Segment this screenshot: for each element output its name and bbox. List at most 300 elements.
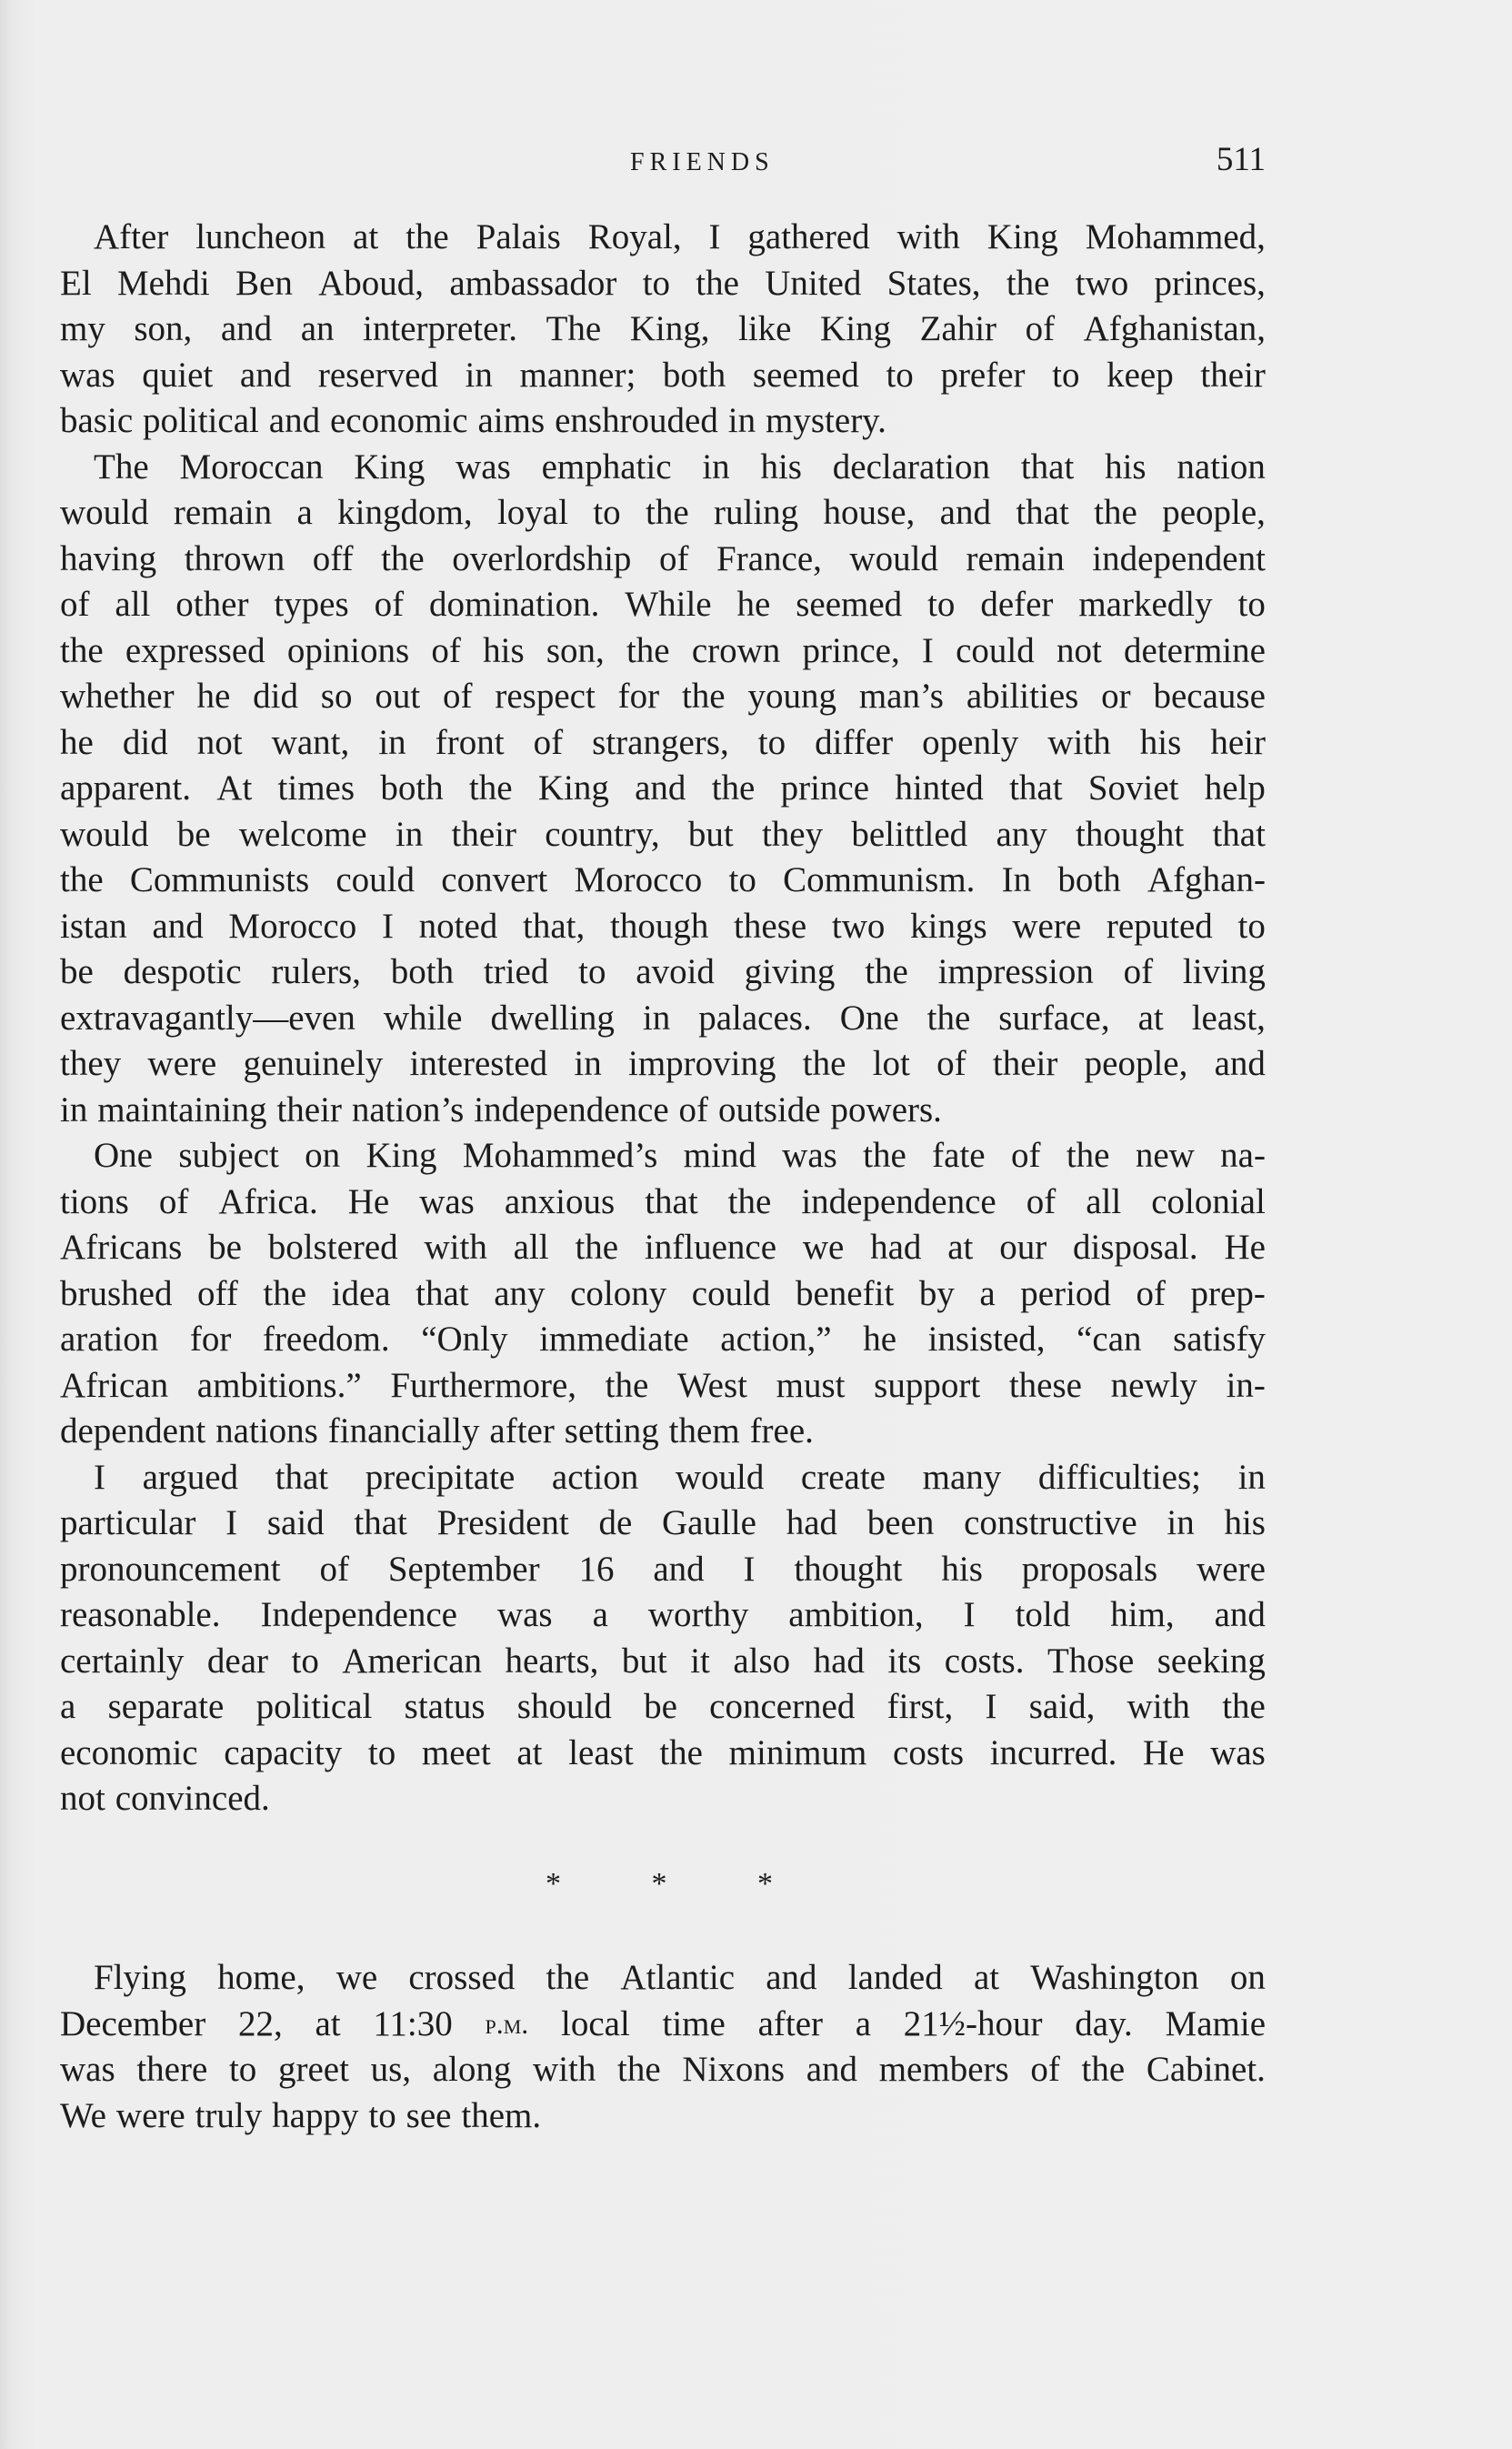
word: I [381, 906, 394, 946]
word: both [662, 355, 726, 395]
word: idea [331, 1273, 391, 1313]
word: nations [215, 1411, 318, 1450]
word: for [617, 677, 660, 716]
word: to [367, 1732, 396, 1772]
text-line [60, 1088, 1266, 1134]
word: the [863, 1136, 906, 1175]
word: of [443, 677, 473, 716]
text-line [60, 858, 1266, 904]
word: in [378, 722, 406, 762]
word: After [94, 217, 169, 256]
word: said [266, 1503, 325, 1542]
word: costs. [944, 1641, 1025, 1681]
word: Gaulle [662, 1503, 756, 1542]
word: his [1139, 722, 1182, 762]
text-line [60, 537, 1266, 583]
word: to [886, 355, 914, 395]
word: along [432, 2050, 512, 2089]
word: a [60, 1687, 76, 1726]
word: 11:30 [373, 2003, 453, 2043]
text-line [60, 674, 1266, 720]
word: local [560, 2003, 630, 2043]
word: loyal [496, 493, 568, 532]
text-line [60, 1363, 1266, 1410]
word: least, [1191, 998, 1266, 1038]
text-line [60, 1731, 1266, 1777]
text-line [60, 720, 1266, 767]
word: El [60, 263, 92, 303]
text-line [60, 2047, 1266, 2093]
word: mystery. [766, 401, 886, 440]
word: precipitate [365, 1457, 516, 1497]
word: ambition, [788, 1595, 924, 1634]
word: I [963, 1595, 976, 1634]
paragraph [60, 215, 1266, 445]
word: keep [1106, 355, 1174, 395]
word: not [196, 722, 243, 762]
word: in- [1226, 1365, 1266, 1405]
word: bolstered [267, 1228, 398, 1267]
word: anxious [504, 1181, 616, 1221]
text-line [60, 1592, 1266, 1639]
word: interpreter. [363, 309, 518, 348]
word: seeking [1157, 1641, 1266, 1681]
text-line [60, 582, 1266, 628]
word: interested [409, 1044, 548, 1083]
word: at [315, 2003, 341, 2043]
word: insisted, [927, 1320, 1046, 1359]
word: to [228, 2050, 257, 2089]
word: rulers, [271, 952, 361, 991]
word: while [383, 998, 463, 1038]
word: of [374, 585, 405, 624]
word: of [1123, 952, 1154, 991]
word: Flying [94, 1958, 186, 1997]
word: though [609, 906, 709, 946]
word: aration [60, 1320, 159, 1359]
word: Furthermore, [390, 1365, 577, 1405]
word: apparent. [60, 768, 192, 808]
text-line [60, 1409, 1266, 1455]
word: Independence [260, 1595, 457, 1634]
word: King [537, 768, 609, 808]
word: improving [628, 1044, 776, 1083]
word: France, [716, 538, 822, 578]
word: dependent [60, 1411, 206, 1450]
word: home, [217, 1958, 305, 1997]
word: reasonable. [60, 1595, 221, 1634]
word: could [691, 1273, 771, 1313]
word: on [1229, 1958, 1266, 1997]
word: political [143, 401, 259, 440]
word: thrown [184, 538, 285, 578]
word: avoid [636, 952, 715, 991]
word: argued [142, 1457, 239, 1497]
word: their [992, 1044, 1058, 1083]
text-line [60, 1317, 1266, 1363]
word: had [786, 1503, 838, 1542]
word: we [335, 1958, 378, 1997]
word: that [1016, 493, 1069, 532]
word: both [380, 768, 444, 808]
word: “can [1076, 1320, 1142, 1359]
word: status [404, 1687, 486, 1726]
word: people, [1084, 1044, 1188, 1083]
text-line [60, 1455, 1266, 1501]
word: giving [744, 952, 836, 991]
word: or [1101, 677, 1131, 716]
word: respect [495, 677, 596, 716]
word: Royal, [587, 217, 682, 256]
word: the [681, 677, 726, 716]
word: certainly [60, 1641, 185, 1681]
page-number: 511 [1216, 141, 1266, 178]
word: the [575, 1228, 619, 1267]
word: on [305, 1136, 341, 1175]
word: tried [483, 952, 549, 991]
word: the [1066, 1136, 1110, 1175]
word: off [197, 1273, 238, 1313]
word: two [831, 906, 886, 946]
word: heir [1210, 722, 1266, 762]
word: the [60, 860, 104, 899]
word: ruling [714, 493, 799, 532]
text-line [60, 766, 1266, 812]
word: free. [749, 1411, 814, 1450]
word: King [365, 1136, 437, 1175]
word: with [533, 2050, 596, 2089]
word: these [734, 906, 807, 946]
word: the [646, 493, 689, 532]
word: living [1182, 952, 1266, 991]
word: African [60, 1365, 169, 1405]
word: of [658, 538, 689, 578]
text-line [60, 949, 1266, 996]
word: man’s [858, 677, 944, 716]
word: in [465, 355, 493, 395]
word: welcome [238, 814, 367, 854]
text-line [60, 1955, 1266, 2002]
word: that [275, 1457, 329, 1497]
word: all [1086, 1181, 1122, 1221]
word: Africa. [218, 1181, 318, 1221]
word: the [727, 1181, 772, 1221]
word: quiet [142, 355, 214, 395]
word: that [1020, 447, 1075, 487]
word: the [617, 2050, 661, 2089]
word: King [820, 309, 892, 348]
word: help [1204, 768, 1266, 808]
word: because [1153, 677, 1266, 716]
word: want, [271, 722, 350, 762]
word: be [644, 1687, 677, 1726]
word: Soviet [1087, 768, 1179, 808]
word: that [354, 1503, 407, 1542]
word: to [1052, 355, 1080, 395]
word: crossed [408, 1958, 516, 1997]
word: country, [545, 814, 660, 854]
asterisk: * [757, 1867, 773, 1901]
word: he [736, 585, 771, 624]
word: was [496, 1595, 553, 1634]
word: and [653, 1549, 705, 1589]
word: thought [1076, 814, 1185, 854]
word: of [60, 585, 90, 624]
text-line [60, 353, 1266, 399]
word: son, [134, 309, 193, 348]
word: the [605, 1365, 649, 1405]
word: I [921, 630, 934, 670]
word: I [985, 1687, 997, 1726]
word: at [947, 1228, 974, 1267]
word: benefit [796, 1273, 895, 1313]
word: not [1056, 630, 1102, 670]
word: him, [1110, 1595, 1175, 1634]
word: and [220, 309, 273, 348]
word: he [863, 1320, 897, 1359]
word: costs [893, 1732, 965, 1772]
word: ambassador [449, 263, 617, 303]
word: of [158, 1181, 189, 1221]
word: 22, [237, 2003, 283, 2043]
word: be [176, 814, 211, 854]
word: should [516, 1687, 612, 1726]
word: aims [477, 401, 546, 440]
word: freedom. [262, 1320, 390, 1359]
word: seemed [752, 355, 859, 395]
word: setting [564, 1411, 659, 1450]
word: to [368, 2095, 396, 2135]
word: to [927, 585, 956, 624]
word: markedly [1078, 585, 1213, 624]
word: a [296, 493, 313, 532]
word: King [354, 447, 426, 487]
word: was [60, 2050, 115, 2089]
word: subject [178, 1136, 279, 1175]
word: at [353, 217, 379, 256]
word: create [800, 1457, 886, 1497]
word: and [939, 493, 991, 532]
word: a [855, 2003, 872, 2043]
text-line [60, 1639, 1266, 1685]
paragraph [60, 445, 1266, 1134]
word: influence [644, 1228, 777, 1267]
word: would [60, 493, 149, 532]
small-caps-word: p.m. [485, 2007, 529, 2040]
word: kingdom, [337, 493, 473, 532]
word: period [1020, 1273, 1111, 1313]
text-line [60, 445, 1266, 491]
word: my [60, 309, 105, 348]
word: new [1135, 1136, 1195, 1175]
word: difficulties; [1037, 1457, 1201, 1497]
word: One [94, 1136, 153, 1175]
word: so [320, 677, 353, 716]
word: enshrouded [555, 401, 718, 440]
word: to [1237, 906, 1266, 946]
word: was [60, 355, 115, 395]
word: support [874, 1365, 981, 1405]
word: hinted [895, 768, 984, 808]
word: the [696, 263, 739, 303]
word: of [1010, 1136, 1041, 1175]
word: like [738, 309, 792, 348]
word: reputed [1106, 906, 1213, 946]
word: a [979, 1273, 996, 1313]
word: must [776, 1365, 846, 1405]
word: We [60, 2095, 106, 2135]
word: impression [937, 952, 1094, 991]
word: there [136, 2050, 208, 2089]
word: also [733, 1641, 791, 1681]
word: disposal. [1073, 1228, 1198, 1267]
word: but [687, 814, 734, 854]
word: young [747, 677, 836, 716]
word: the [546, 1958, 590, 1997]
word: of [319, 1549, 349, 1589]
word: prince [780, 768, 870, 808]
word: day. [1075, 2003, 1133, 2043]
word: The [94, 447, 149, 487]
text-line [60, 261, 1266, 307]
word: and [1214, 1595, 1266, 1634]
word: Zahir [919, 309, 997, 348]
word: of [678, 1089, 709, 1129]
word: maintaining [97, 1089, 267, 1129]
word: separate [107, 1687, 225, 1726]
word: Moroccan [179, 447, 324, 487]
word: prince, [802, 630, 900, 670]
word: I [708, 217, 721, 256]
word: other [175, 585, 249, 624]
word: dwelling [490, 998, 615, 1038]
word: expressed [125, 630, 265, 670]
word: told [1015, 1595, 1071, 1634]
word: Mehdi [116, 263, 210, 303]
word: crown [691, 630, 781, 670]
word: of [431, 630, 461, 670]
text-line [60, 996, 1266, 1042]
word: were [147, 1044, 217, 1083]
word: convinced. [115, 1779, 270, 1818]
word: he [196, 677, 231, 716]
word: would [60, 814, 149, 854]
word: At [216, 768, 253, 808]
asterisk: * [651, 1867, 667, 1901]
word: action,” [720, 1320, 832, 1359]
word: remain [173, 493, 273, 532]
word: dear [206, 1641, 269, 1681]
word: our [999, 1228, 1047, 1267]
word: One [839, 998, 899, 1038]
word: Nixons [682, 2050, 786, 2089]
word: determine [1124, 630, 1266, 670]
word: strangers, [592, 722, 729, 762]
word: the [263, 1273, 307, 1313]
word: of [936, 1044, 966, 1083]
word: the [1006, 263, 1050, 303]
word: istan [60, 906, 127, 946]
word: landed [847, 1958, 943, 1997]
word: King [986, 217, 1058, 256]
word: colony [570, 1273, 667, 1313]
word: that [416, 1273, 469, 1313]
word: powers. [830, 1089, 942, 1129]
word: hearts, [505, 1641, 599, 1681]
word: de [598, 1503, 633, 1542]
word: luncheon [195, 217, 326, 256]
word: pronouncement [60, 1549, 281, 1589]
word: and [635, 768, 686, 808]
word: of [1136, 1273, 1166, 1313]
word: be [208, 1228, 242, 1267]
word: their [451, 814, 516, 854]
text-line [60, 1041, 1266, 1088]
word: Communists [129, 860, 310, 899]
word: Aboud, [318, 263, 425, 303]
word: any [494, 1273, 546, 1313]
word: action [551, 1457, 639, 1497]
word: and [806, 2050, 858, 2089]
word: Morocco [574, 860, 703, 899]
word: The [546, 309, 602, 348]
word: brushed [60, 1273, 173, 1313]
word: to [757, 722, 786, 762]
word: basic [60, 401, 134, 440]
word: lot [872, 1044, 910, 1083]
word: Mohammed, [1085, 217, 1266, 256]
word: the [926, 998, 971, 1038]
text-line [60, 628, 1266, 675]
paragraph-final [60, 1955, 1266, 2139]
word: manner; [519, 355, 636, 395]
word: they [761, 814, 824, 854]
word: had [813, 1641, 865, 1681]
word: the [406, 217, 449, 256]
word: and [152, 906, 204, 946]
word: constructive [964, 1503, 1137, 1542]
word: the [865, 952, 908, 991]
word: the [802, 1044, 846, 1083]
word: nation [1177, 447, 1266, 487]
word: noted [418, 906, 498, 946]
word: to [728, 860, 756, 899]
word: two [1075, 263, 1129, 303]
word: to [1237, 585, 1266, 624]
word: proposals [1021, 1549, 1158, 1589]
word: Palais [476, 217, 561, 256]
word: whether [60, 677, 175, 716]
word: and [766, 1958, 817, 1997]
word: it [690, 1641, 710, 1681]
word: both [390, 952, 455, 991]
word: would [675, 1457, 765, 1497]
word: incurred. [989, 1732, 1117, 1772]
word: 21½-hour [903, 2003, 1043, 2043]
word: were [115, 2095, 185, 2135]
word: at [973, 1958, 1000, 1997]
text-line [60, 398, 1266, 445]
word: to [642, 263, 671, 303]
word: Afghanistan, [1083, 309, 1266, 348]
section-break [546, 1864, 773, 1904]
word: satisfy [1173, 1320, 1266, 1359]
word: political [255, 1687, 373, 1726]
word: minimum [728, 1732, 867, 1772]
word: United [765, 263, 862, 303]
word: He [347, 1181, 390, 1221]
word: Cabinet. [1146, 2050, 1266, 2089]
